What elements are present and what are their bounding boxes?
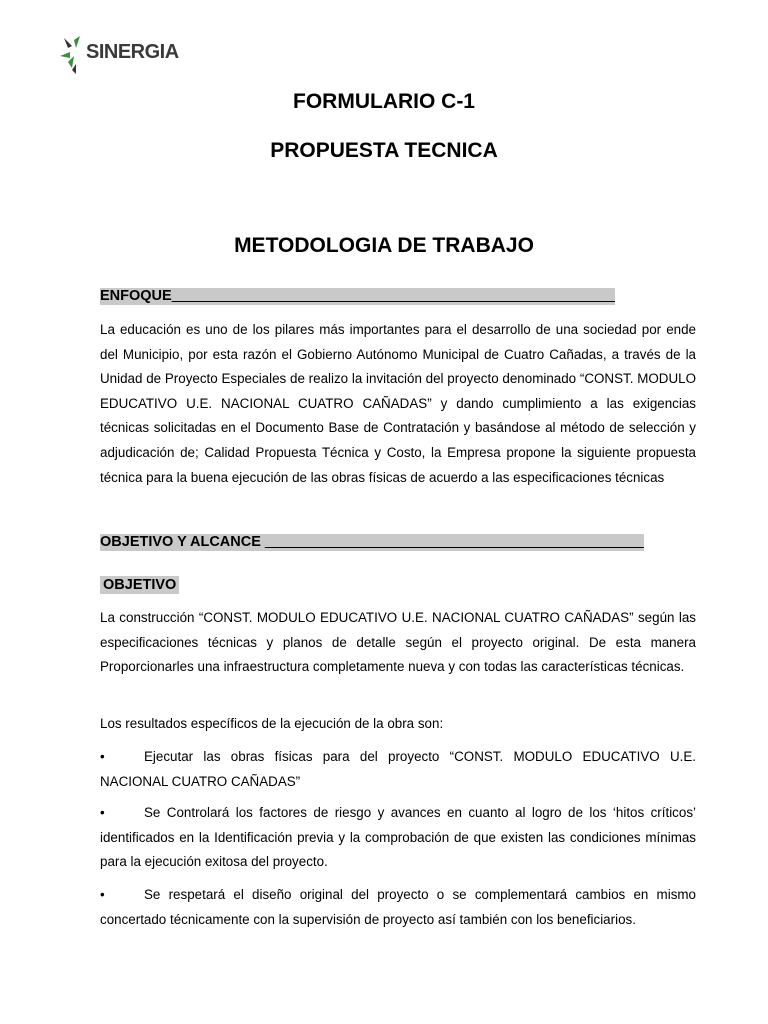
sinergia-logo-mark-icon: [58, 34, 88, 78]
section-enfoque-header: [100, 288, 615, 305]
proposal-title: PROPUESTA TECNICA: [270, 139, 498, 162]
objetivo-paragraph: La construcción “CONST. MODULO EDUCATIVO U.E. NACIONAL CUATRO CAÑADAS” según las especificaciones técnicas y planos de detalle según el proyecto original. De esta manera Proporcionarles una infraestructura completamente nueva y con todas las características técnicas.: [100, 610, 696, 675]
enfoque-paragraph: La educación es uno de los pilares más importantes para el desarrollo de una sociedad por ende del Municipio, por esta razón el Gobierno Autónomo Municipal de Cuatro Cañadas, a través de la Unidad de Proyecto Especiales de realizo la invitación del proyecto denominado “CONST. MODULO EDUCATIVO U.E. NACIONAL CUATRO CAÑADAS” y dando cumplimiento a las exigencias técnicas solicitadas en el Documento Base de Contratación y basándose al método de selección y adjudicación de; Calidad Propuesta Técnica y Costo, la Empresa propone la siguiente propuesta técnica para la buena ejecución de las obras físicas de acuerdo a las especificaciones técnicas: [100, 322, 696, 485]
bullet-icon: •: [100, 805, 105, 820]
list-item: [100, 745, 696, 794]
bullet-text: Se Controlará los factores de riesgo y avances en cuanto al logro de los ‘hitos críticos’ identificados en la Identificación previa y la comprobación de que existen las condiciones mínimas para la ejecución exitosa del proyecto.: [100, 805, 696, 870]
section-objetivo-alcance-header: [100, 534, 644, 551]
list-item: [100, 883, 696, 932]
objetivo-subheader: OBJETIVO: [100, 576, 179, 594]
section-objetivo-alcance-rule: _______________________________________________: [264, 534, 644, 550]
list-item: [100, 801, 696, 875]
logo-text: SINERGIA: [86, 41, 179, 63]
sinergia-logo: [58, 34, 188, 78]
bullet-text: Se respetará el diseño original del proyecto o se complementará cambios en mismo concertado técnicamente con la supervisión de proyecto así también con los beneficiarios.: [100, 887, 696, 927]
results-intro: Los resultados específicos de la ejecución de la obra son:: [100, 716, 444, 731]
bullet-icon: •: [100, 749, 105, 764]
section-objetivo-alcance-label: OBJETIVO Y ALCANCE: [100, 534, 265, 550]
bullet-icon: •: [100, 887, 105, 902]
bullet-text: Ejecutar las obras físicas para del proyecto “CONST. MODULO EDUCATIVO U.E. NACIONAL CUATRO CAÑADAS”: [100, 749, 696, 789]
methodology-title: METODOLOGIA DE TRABAJO: [234, 234, 534, 257]
section-enfoque-rule: _______________________________________________________: [171, 288, 616, 304]
section-enfoque-label: ENFOQUE: [100, 288, 172, 304]
form-title: FORMULARIO C-1: [293, 90, 475, 113]
